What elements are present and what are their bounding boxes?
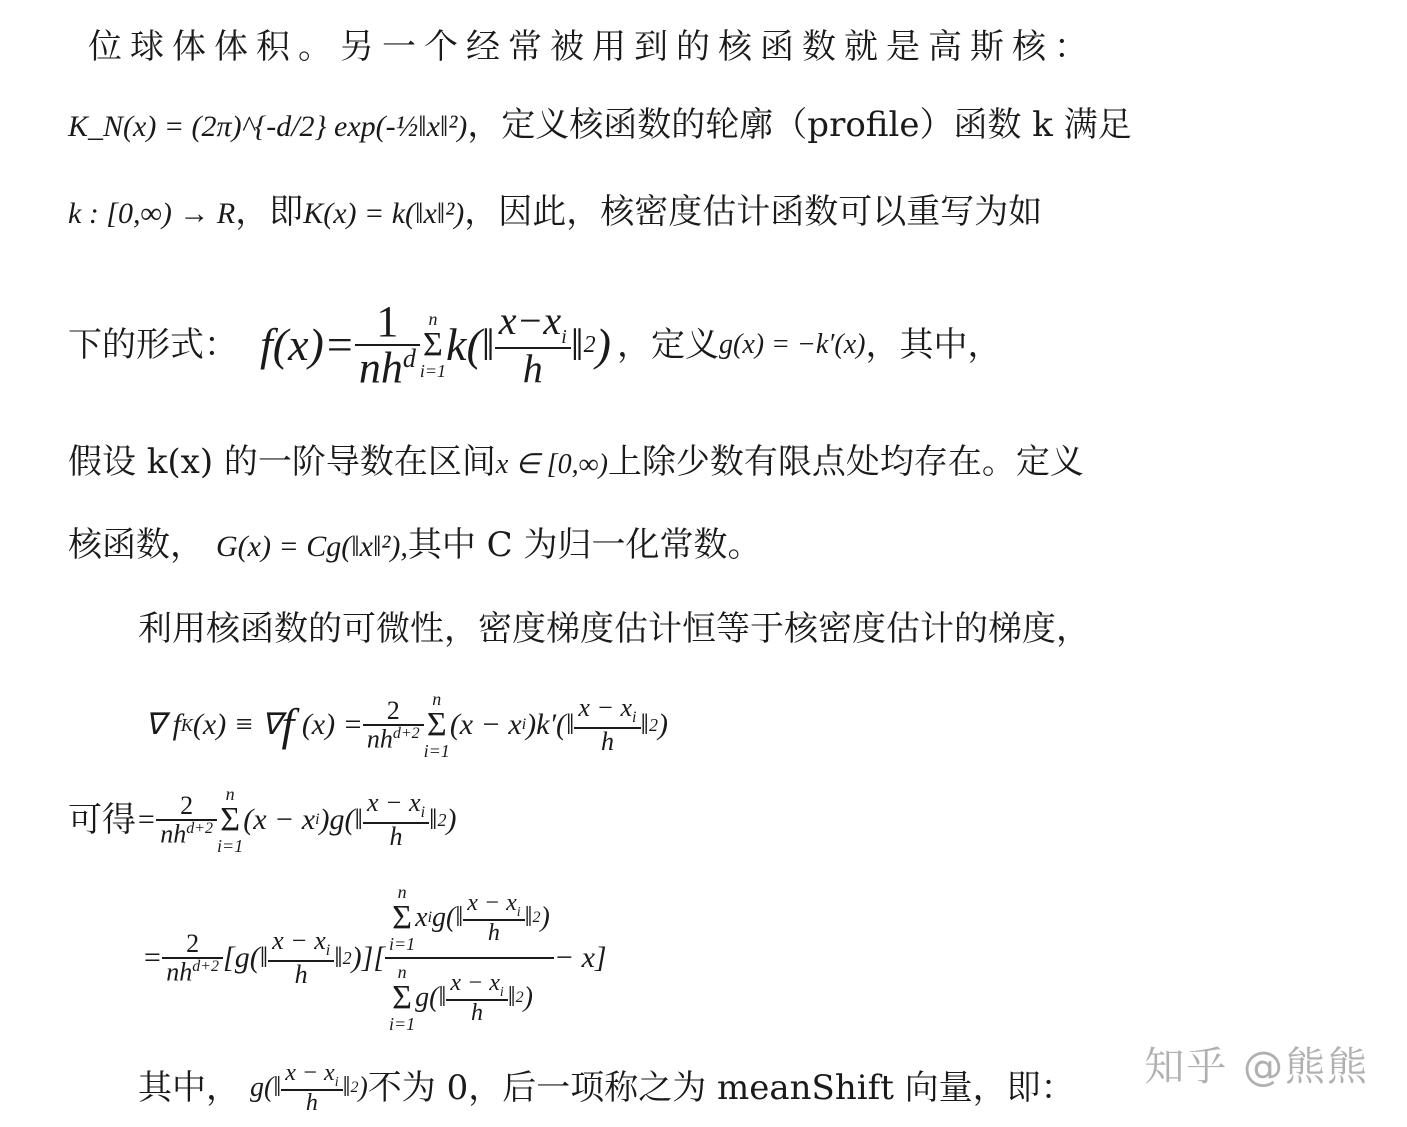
exp-denominator: $nh^{d+2}$ — [166, 957, 220, 987]
num-arg-denominator: h — [487, 920, 500, 947]
text-line-3 — [68, 192, 1043, 232]
gradient-numerator: 2 — [363, 698, 424, 726]
text-line-7: 利用核函数的可微性，密度梯度估计恒等于核密度估计的梯度， — [138, 609, 1090, 649]
gradient-sum-lower: i=1 — [423, 741, 450, 761]
exp-arg-fraction — [268, 928, 334, 987]
kde-fraction-denominator: $nh^d$ — [358, 343, 416, 393]
cond-arg-denominator: h — [305, 1090, 318, 1117]
kde-fraction-numerator: 1 — [355, 300, 420, 346]
exp-fraction — [162, 928, 223, 987]
text-line-11-a: 其中， — [138, 1068, 240, 1108]
g-kernel-formula: G(x) = Cg(‖x‖²), — [216, 530, 408, 563]
cond-arg-numerator: $x - x_i$ — [281, 1061, 342, 1092]
text-line-3-b: ，因此，核密度估计函数可以重写为如 — [464, 192, 1043, 232]
gradient-arg-numerator: $x - x_i$ — [574, 695, 640, 728]
den-arg-fraction — [446, 971, 507, 1026]
g-arg-fraction — [363, 790, 429, 849]
kernel-profile-formula: K(x) = k(‖x‖²) — [303, 197, 465, 230]
num-sum-upper: n — [397, 882, 407, 902]
num-arg-fraction — [463, 891, 524, 946]
text-line-5-a: 假设 k(x) 的一阶导数在区间 — [68, 442, 496, 482]
g-arg-numerator: $x - x_i$ — [363, 790, 429, 823]
text-line-2-rest: ，定义核函数的轮廓（profile）函数 k 满足 — [467, 105, 1132, 145]
gradient-sum-upper: n — [432, 689, 442, 709]
kde-arg-numerator: $x-x_i$ — [495, 301, 571, 349]
gradient-formula: ∇ f K (x) ≡ ∇ f (x) = $\frac{2}{nh^{d+2}}$ n Σ i=1 (x − x i )k′(‖ $\frac{x - x_i}{h}$ ‖ 2 ) — [145, 689, 668, 761]
text-line-11-b: 不为 0，后一项称之为 meanShift 向量，即： — [367, 1068, 1075, 1108]
den-sigma-icon: Σ — [392, 979, 412, 1016]
text-line-1: 位球体体积。另一个经常被用到的核函数就是高斯核： — [88, 27, 1096, 67]
zhihu-watermark: 知乎 @熊熊 — [1144, 1044, 1369, 1090]
num-sigma-icon: Σ — [392, 899, 412, 936]
text-line-3-a: ，即 — [235, 192, 304, 232]
kde-arg-denominator: h — [522, 346, 543, 391]
sum-upper: n — [428, 309, 438, 329]
meanshift-big-fraction — [385, 883, 554, 1033]
text-line-4-c: ，其中， — [865, 325, 1002, 365]
profile-domain-formula: k : [0,∞) → R — [68, 197, 236, 230]
text-line-6-b: 其中 C 为归一化常数。 — [407, 525, 762, 565]
text-line-9-a: 可得 — [68, 800, 136, 840]
cond-arg-fraction — [281, 1061, 342, 1116]
den-sum — [389, 963, 415, 1033]
text-line-9 — [68, 775, 456, 865]
gradient-sigma-icon: Σ — [426, 706, 447, 743]
g-definition-formula: g(x) = −k′(x) — [719, 329, 866, 360]
num-sum-lower: i=1 — [389, 934, 416, 954]
g-sum-lower: i=1 — [217, 836, 244, 856]
den-arg-denominator: h — [471, 1000, 484, 1027]
kde-formula: f(x)= $\frac{1}{nh^d}$ n Σ i=1 k(‖ $\frac{x-x_i}{h}$ ‖ 2 ) — [260, 296, 611, 393]
exp-numerator: 2 — [162, 931, 223, 959]
text-line-4-b: ，定义 — [617, 325, 719, 365]
interval-formula: x ∈ [0,∞) — [495, 449, 608, 480]
nonzero-condition-formula: g(‖ $\frac{x - x_i}{h}$ ‖ 2 ) — [250, 1059, 368, 1117]
text-line-2 — [68, 105, 1132, 145]
g-arg-denominator: h — [389, 821, 403, 851]
exp-arg-numerator: $x - x_i$ — [268, 928, 334, 961]
gradient-g-formula: = $\frac{2}{nh^{d+2}}$ n Σ i=1 (x − x i )g(‖ $\frac{x - x_i}{h}$ ‖ 2 ) — [136, 784, 457, 856]
num-arg-numerator: $x - x_i$ — [463, 891, 524, 922]
text-line-4 — [68, 285, 1002, 405]
den-arg-numerator: $x - x_i$ — [446, 971, 507, 1002]
g-sum-upper: n — [225, 784, 235, 804]
num-sum — [389, 883, 415, 953]
g-fraction-numerator: 2 — [156, 793, 217, 821]
kde-fraction — [355, 296, 420, 393]
g-sigma-icon: Σ — [220, 801, 241, 838]
den-sum-lower: i=1 — [389, 1014, 416, 1034]
gradient-arg-fraction — [574, 695, 640, 754]
text-line-4-a: 下的形式： — [68, 325, 238, 365]
sum-symbol — [420, 310, 446, 380]
sigma-icon: Σ — [423, 326, 443, 363]
text-line-5-b: 上除少数有限点处均存在。定义 — [607, 442, 1084, 482]
big-fraction-denominator: n Σ i=1 g(‖ $\frac{x - x_i}{h}$ ‖ 2 ) — [389, 962, 533, 1034]
text-line-6 — [68, 525, 762, 565]
g-fraction-denominator: $nh^{d+2}$ — [160, 819, 214, 849]
gradient-sum — [424, 690, 450, 760]
text-line-6-a: 核函数， — [68, 525, 204, 565]
sum-lower: i=1 — [419, 361, 447, 381]
gradient-denominator: $nh^{d+2}$ — [366, 724, 420, 754]
meanshift-expansion-formula: = $\frac{2}{nh^{d+2}}$ [g(‖ $\frac{x - x_i}{h}$ ‖ 2 )][ n Σ i=1 x i g(‖ $\frac{x - x_i}{h}$ ‖ 2 ) n Σ i=1 g(‖ $\frac{x - x_i}{h}$ ‖ 2 ) − x] — [142, 882, 607, 1034]
text-line-5 — [68, 442, 1084, 482]
big-fraction-numerator: n Σ i=1 x i g(‖ $\frac{x - x_i}{h}$ ‖ 2 ) — [385, 883, 554, 959]
gradient-fraction — [363, 695, 424, 754]
gradient-arg-denominator: h — [600, 726, 614, 756]
g-fraction — [156, 790, 217, 849]
den-sum-upper: n — [397, 962, 407, 982]
text-line-11 — [138, 1050, 1075, 1126]
exp-arg-denominator: h — [294, 959, 308, 989]
kde-arg-fraction — [495, 298, 571, 391]
gaussian-kernel-formula: K_N(x) = (2π)^{-d/2} exp(-½‖x‖²) — [68, 110, 468, 143]
g-sum — [217, 785, 243, 855]
